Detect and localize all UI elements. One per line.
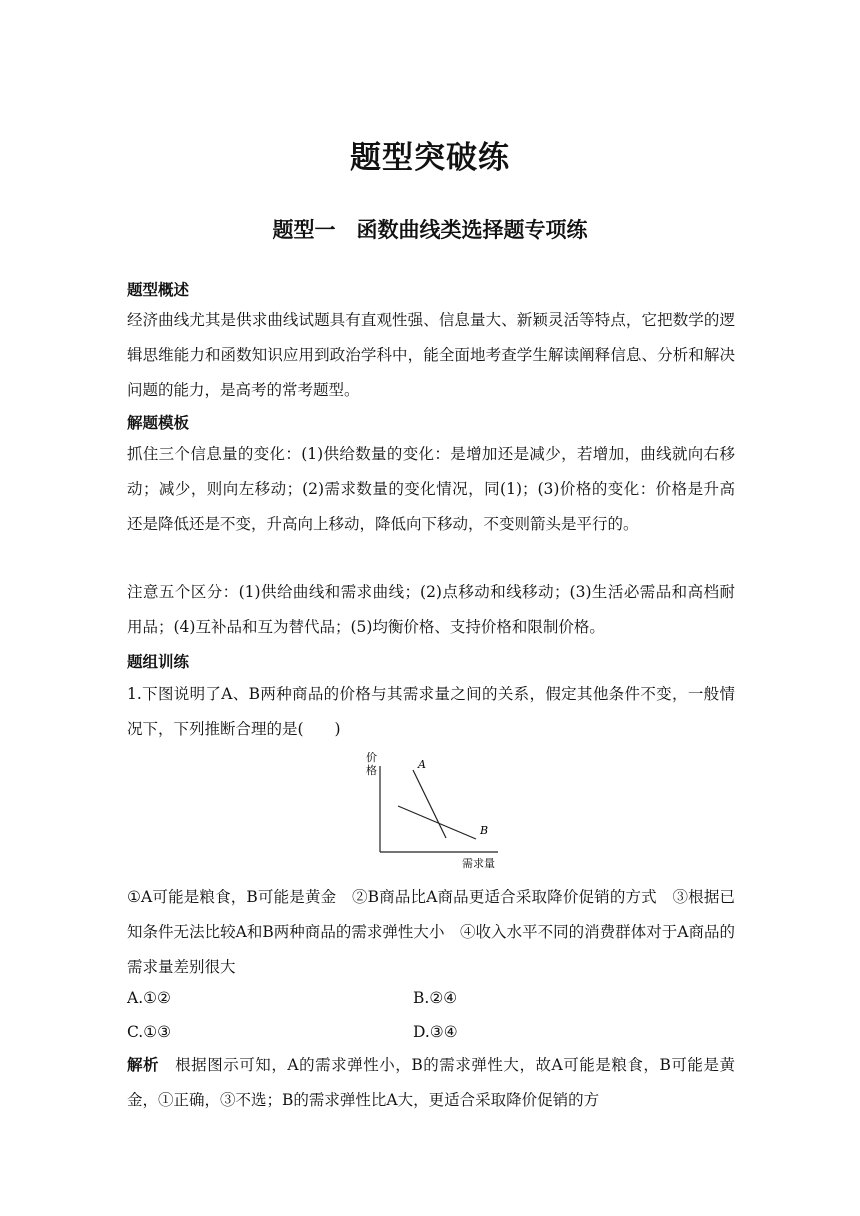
template-heading: 解题模板	[127, 414, 190, 432]
line-b-label: B	[480, 824, 489, 837]
analysis-label: 解析	[127, 1056, 160, 1074]
training-heading: 题组训练	[127, 653, 190, 671]
line-b	[398, 806, 476, 839]
demand-curve-figure	[356, 752, 516, 872]
line-a-label: A	[418, 758, 426, 771]
option-b: B.②④	[413, 989, 458, 1007]
template-paragraph-2: 注意五个区分：(1)供给曲线和需求曲线；(2)点移动和线移动；(3)生活必需品和高档耐用品；(4)互补品和互为替代品；(5)均衡价格、支持价格和限制价格。	[127, 583, 735, 636]
option-d: D.③④	[413, 1023, 458, 1041]
overview-text: 经济曲线尤其是供求曲线试题具有直观性强、信息量大、新颖灵活等特点，它把数学的逻辑思维能力和函数知识应用到政治学科中，能全面地考查学生解读阐释信息、分析和解决问题的能力，是高考的常考题型。	[127, 311, 735, 399]
page-title: 题型突破练	[350, 140, 510, 176]
y-axis-label-1: 价	[366, 752, 377, 764]
analysis-block	[127, 1048, 735, 1118]
option-a: A.①②	[127, 989, 171, 1007]
section-subtitle: 题型一 函数曲线类选择题专项练	[272, 218, 588, 242]
template-paragraph-1: 抓住三个信息量的变化：(1)供给数量的变化：是增加还是减少，若增加，曲线就向右移动；减少，则向左移动；(2)需求数量的变化情况，同(1)；(3)价格的变化：价格是升高还是降低还是不变，升高向上移动，降低向下移动，不变则箭头是平行的。	[127, 445, 735, 533]
y-axis-label-2: 格	[366, 764, 377, 777]
analysis-text: 根据图示可知，A的需求弹性小，B的需求弹性大，故A可能是粮食，B可能是黄金，①正确，③不选；B的需求弹性比A大，更适合采取降价促销的方	[127, 1056, 735, 1109]
x-axis-label: 需求量	[462, 857, 495, 870]
question-1: 1.下图说明了A、B两种商品的价格与其需求量之间的关系，假定其他条件不变，一般情况下，下列推断合理的是( )	[127, 685, 735, 738]
overview-heading: 题型概述	[127, 281, 190, 299]
question-1-statements: ①A可能是粮食，B可能是黄金 ②B商品比A商品更适合采取降价促销的方式 ③根据已知条件无法比较A和B两种商品的需求弹性大小 ④收入水平不同的消费群体对于A商品的需求量差别很大	[127, 888, 735, 976]
option-c: C.①③	[127, 1023, 172, 1041]
line-a	[413, 770, 446, 838]
